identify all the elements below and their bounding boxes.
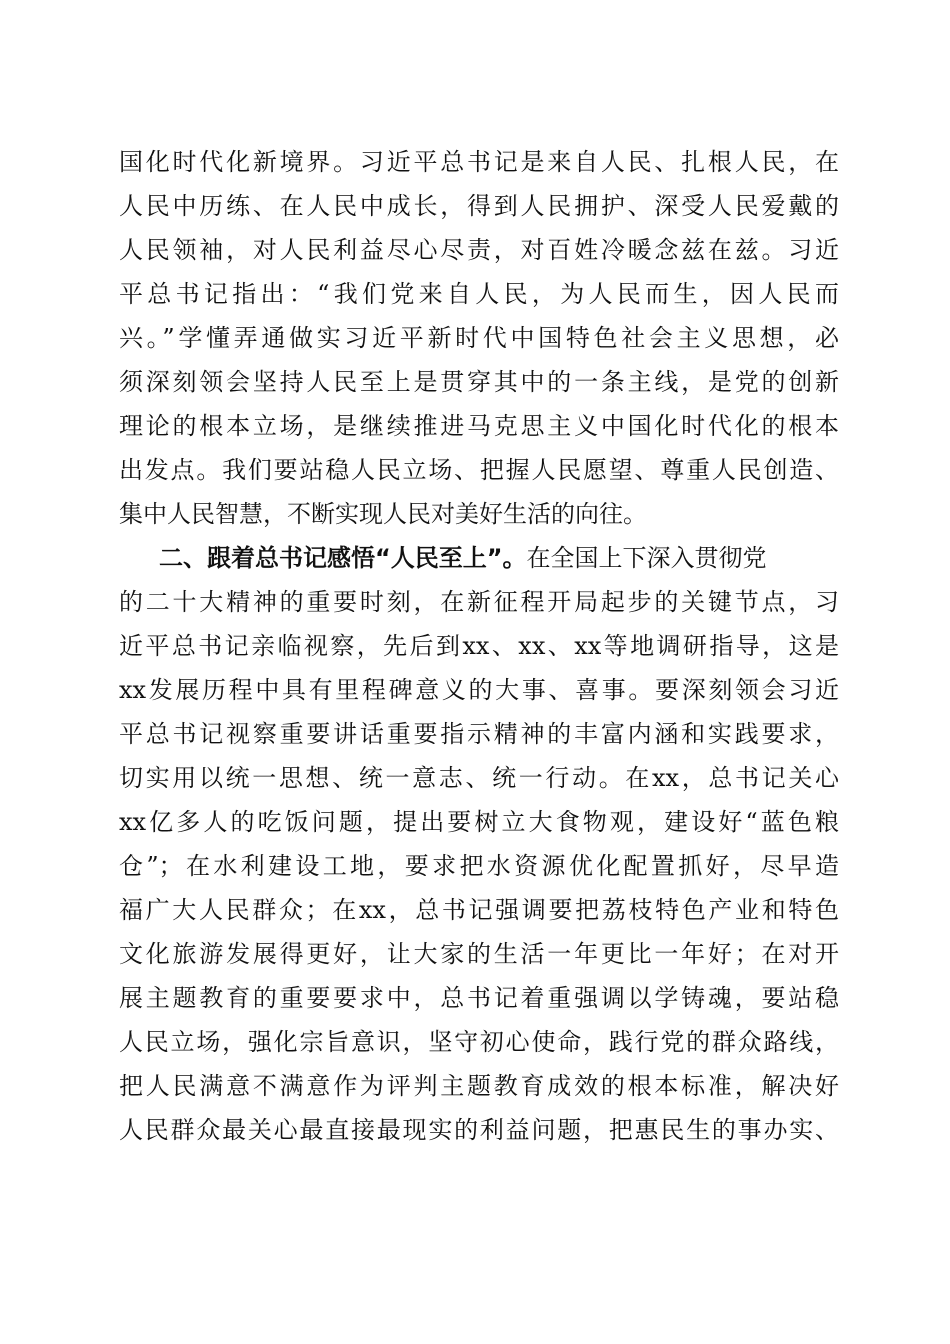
body-text-line: xx发展历程中具有里程碑意义的大事、喜事。要深刻领会习近 [119, 676, 839, 704]
body-text-line: 人民领袖，对人民利益尽心尽责，对百姓冷暖念兹在兹。习近 [119, 236, 839, 264]
body-text-line: 展主题教育的重要要求中，总书记着重强调以学铸魂，要站稳 [119, 984, 839, 1012]
body-text-line: 近平总书记亲临视察，先后到xx、xx、xx等地调研指导，这是 [119, 632, 839, 660]
body-text-line: xx亿多人的吃饭问题，提出要树立大食物观，建设好“蓝色粮 [119, 808, 839, 836]
body-text-line: 兴。”学懂弄通做实习近平新时代中国特色社会主义思想，必 [119, 324, 839, 352]
body-text-line: 切实用以统一思想、统一意志、统一行动。在xx，总书记关心 [119, 764, 839, 792]
body-text-line: 人民中历练、在人民中成长，得到人民拥护、深受人民爱戴的 [119, 192, 839, 220]
section-heading: 二、跟着总书记感悟“人民至上”。 [159, 544, 527, 572]
body-text-line: 须深刻领会坚持人民至上是贯穿其中的一条主线，是党的创新 [119, 368, 839, 396]
section-heading-line [159, 536, 839, 580]
body-text-line: 集中人民智慧，不断实现人民对美好生活的向往。 [119, 500, 647, 528]
body-text-line: 人民群众最关心最直接最现实的利益问题，把惠民生的事办实、 [119, 1116, 839, 1144]
body-text-line: 仓”；在水利建设工地，要求把水资源优化配置抓好，尽早造 [119, 852, 839, 880]
body-text-line: 出发点。我们要站稳人民立场、把握人民愿望、尊重人民创造、 [119, 456, 839, 484]
body-text-line: 国化时代化新境界。习近平总书记是来自人民、扎根人民，在 [119, 148, 839, 176]
body-text-line: 的二十大精神的重要时刻，在新征程开局起步的关键节点，习 [119, 588, 839, 616]
body-text-line: 理论的根本立场，是继续推进马克思主义中国化时代化的根本 [119, 412, 839, 440]
section-heading-continuation: 在全国上下深入贯彻党 [526, 544, 767, 572]
body-text-line: 把人民满意不满意作为评判主题教育成效的根本标准，解决好 [119, 1072, 839, 1100]
body-text-line: 平总书记指出：“我们党来自人民，为人民而生，因人民而 [119, 280, 839, 308]
body-text-line: 文化旅游发展得更好，让大家的生活一年更比一年好；在对开 [119, 940, 839, 968]
body-text-line: 人民立场，强化宗旨意识，坚守初心使命，践行党的群众路线， [119, 1028, 839, 1056]
body-text-line: 福广大人民群众；在xx，总书记强调要把荔枝特色产业和特色 [119, 896, 839, 924]
body-text-line: 平总书记视察重要讲话重要指示精神的丰富内涵和实践要求， [119, 720, 839, 748]
